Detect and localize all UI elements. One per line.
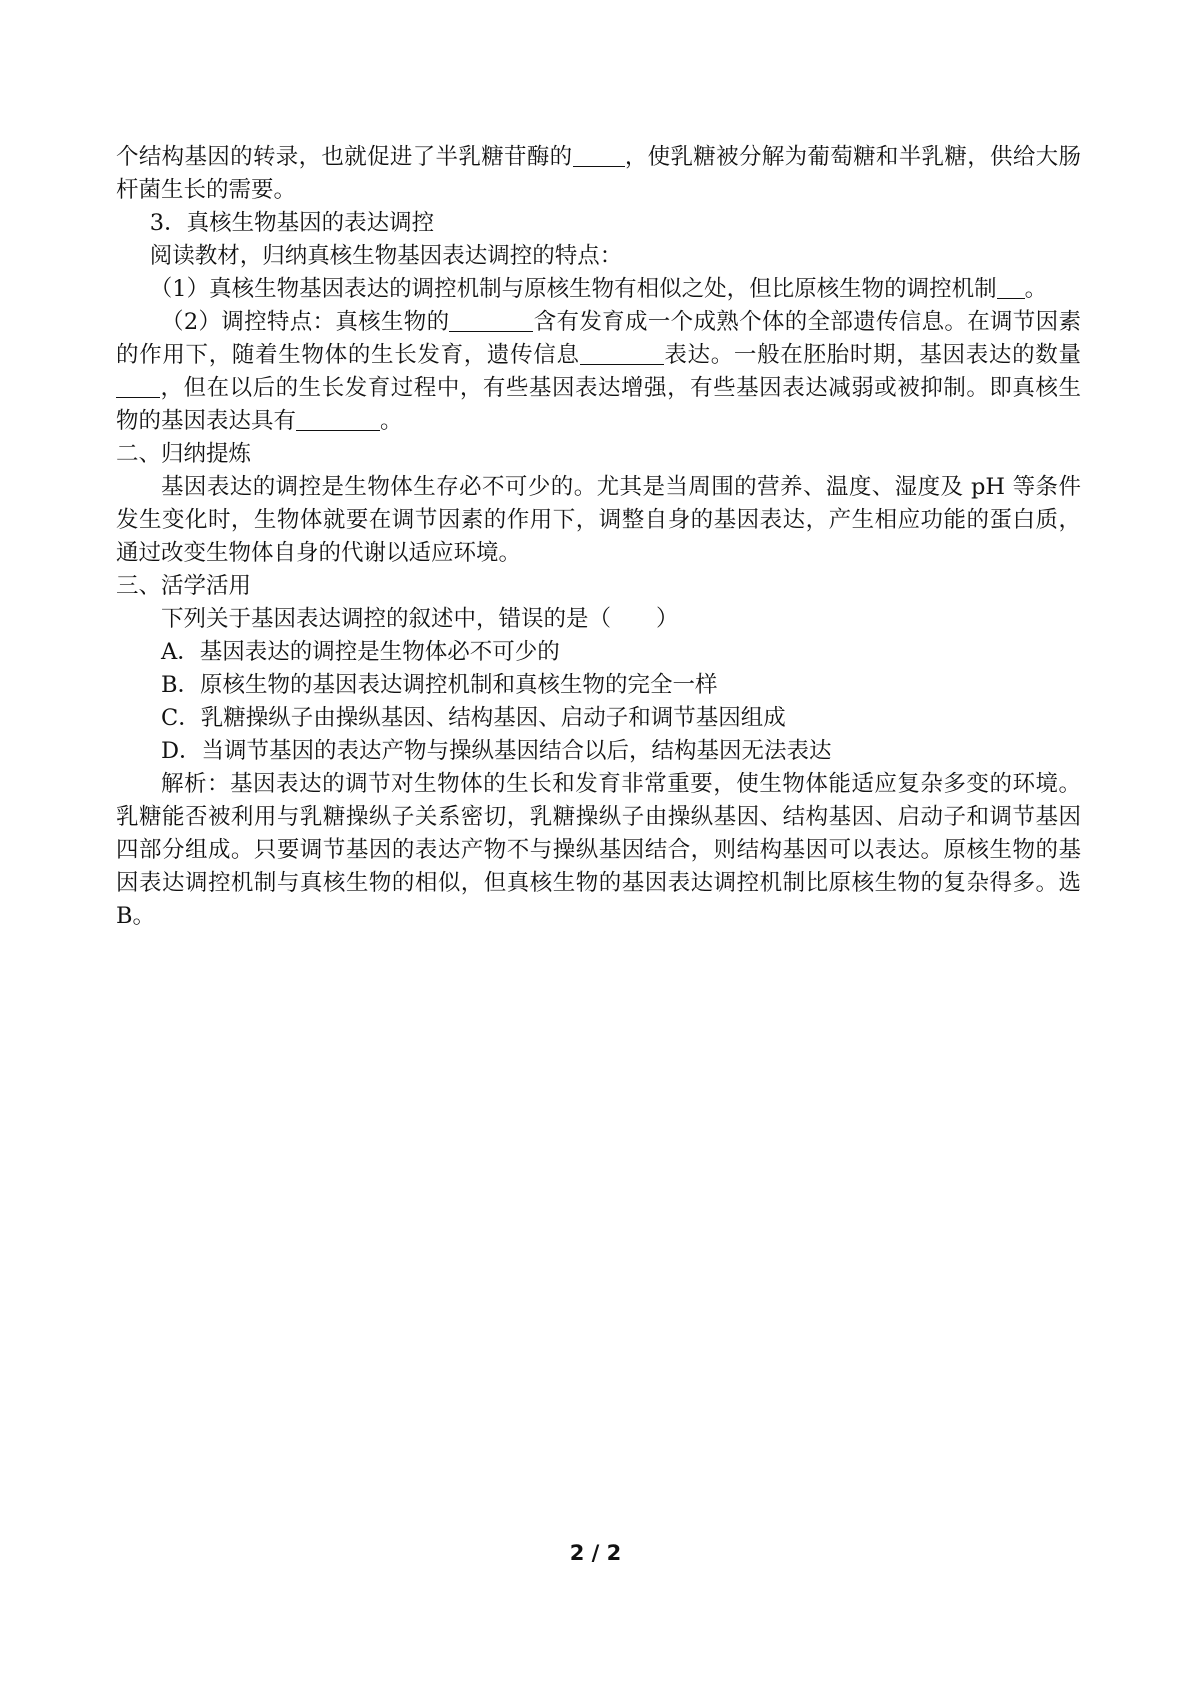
question-stem: 下列关于基因表达调控的叙述中，错误的是（ ）: [161, 606, 679, 632]
text-segment: ，但在以后的生长发育过程中，有些基因表达增强，有些基因表达减弱或被抑制。即真核生物的基因表达具有: [116, 375, 1081, 434]
paragraph-intro: 阅读教材，归纳真核生物基因表达调控的特点：: [149, 243, 623, 269]
section-title-summary: 二、归纳提炼: [116, 441, 252, 467]
fill-in-blank: [449, 309, 533, 332]
paragraph-lactose-operon-end: [116, 141, 1081, 207]
fill-in-blank: [580, 342, 664, 365]
document-body: [116, 141, 1081, 933]
paragraph-analysis: 解析：基因表达的调节对生物体的生长和发育非常重要，使生物体能适应复杂多变的环境。乳糖能否被利用与乳糖操纵子关系密切，乳糖操纵子由操纵基因、结构基因、启动子和调节基因四部分组成。只要调节基因的表达产物不与操纵基因结合，则结构基因可以表达。原核生物的基因表达调控机制与真核生物的相似，但真核生物的基因表达调控机制比原核生物的复杂得多。选 B。: [116, 771, 1081, 929]
page-number: 2 / 2: [569, 1541, 622, 1565]
text-segment: （1）真核生物基因表达的调控机制与原核生物有相似之处，但比原核生物的调控机制: [149, 276, 997, 302]
option-a: A．基因表达的调控是生物体必不可少的: [161, 639, 560, 665]
paragraph-summary: 基因表达的调控是生物体生存必不可少的。尤其是当周围的营养、温度、湿度及 pH 等条件发生变化时，生物体就要在调节因素的作用下，调整自身的基因表达，产生相应功能的蛋白质，通过改变生物体自身的代谢以适应环境。: [116, 474, 1081, 566]
fill-in-blank: [296, 408, 380, 431]
option-b: B．原核生物的基因表达调控机制和真核生物的完全一样: [161, 672, 718, 698]
option-d: D．当调节基因的表达产物与操纵基因结合以后，结构基因无法表达: [161, 738, 832, 764]
fill-in-blank: [116, 375, 160, 398]
option-c: C．乳糖操纵子由操纵基因、结构基因、启动子和调节基因组成: [161, 705, 786, 731]
text-segment: 。: [1024, 276, 1048, 302]
section-title-practice: 三、活学活用: [116, 573, 252, 599]
item-1: [116, 273, 1081, 306]
text-segment: 。: [380, 408, 403, 434]
fill-in-blank: [573, 144, 625, 167]
fill-in-blank: [997, 276, 1025, 299]
heading-eukaryote-regulation: 3．真核生物基因的表达调控: [149, 210, 435, 236]
text-segment: 含有发育成一个成熟个体的全部遗传信息。在调节因素的作用下，随着生物体的生长发育，遗传信息: [116, 309, 1081, 368]
text-segment: 个结构基因的转录，也就促进了半乳糖苷酶的: [116, 144, 573, 170]
text-segment: （2）调控特点：真核生物的: [161, 309, 450, 335]
text-segment: ，使乳糖被分解为葡萄糖和半乳糖，供给大肠杆菌生长的需要。: [116, 144, 1081, 203]
text-segment: 表达。一般在胚胎时期，基因表达的数量: [663, 342, 1081, 368]
item-2: [116, 306, 1081, 438]
